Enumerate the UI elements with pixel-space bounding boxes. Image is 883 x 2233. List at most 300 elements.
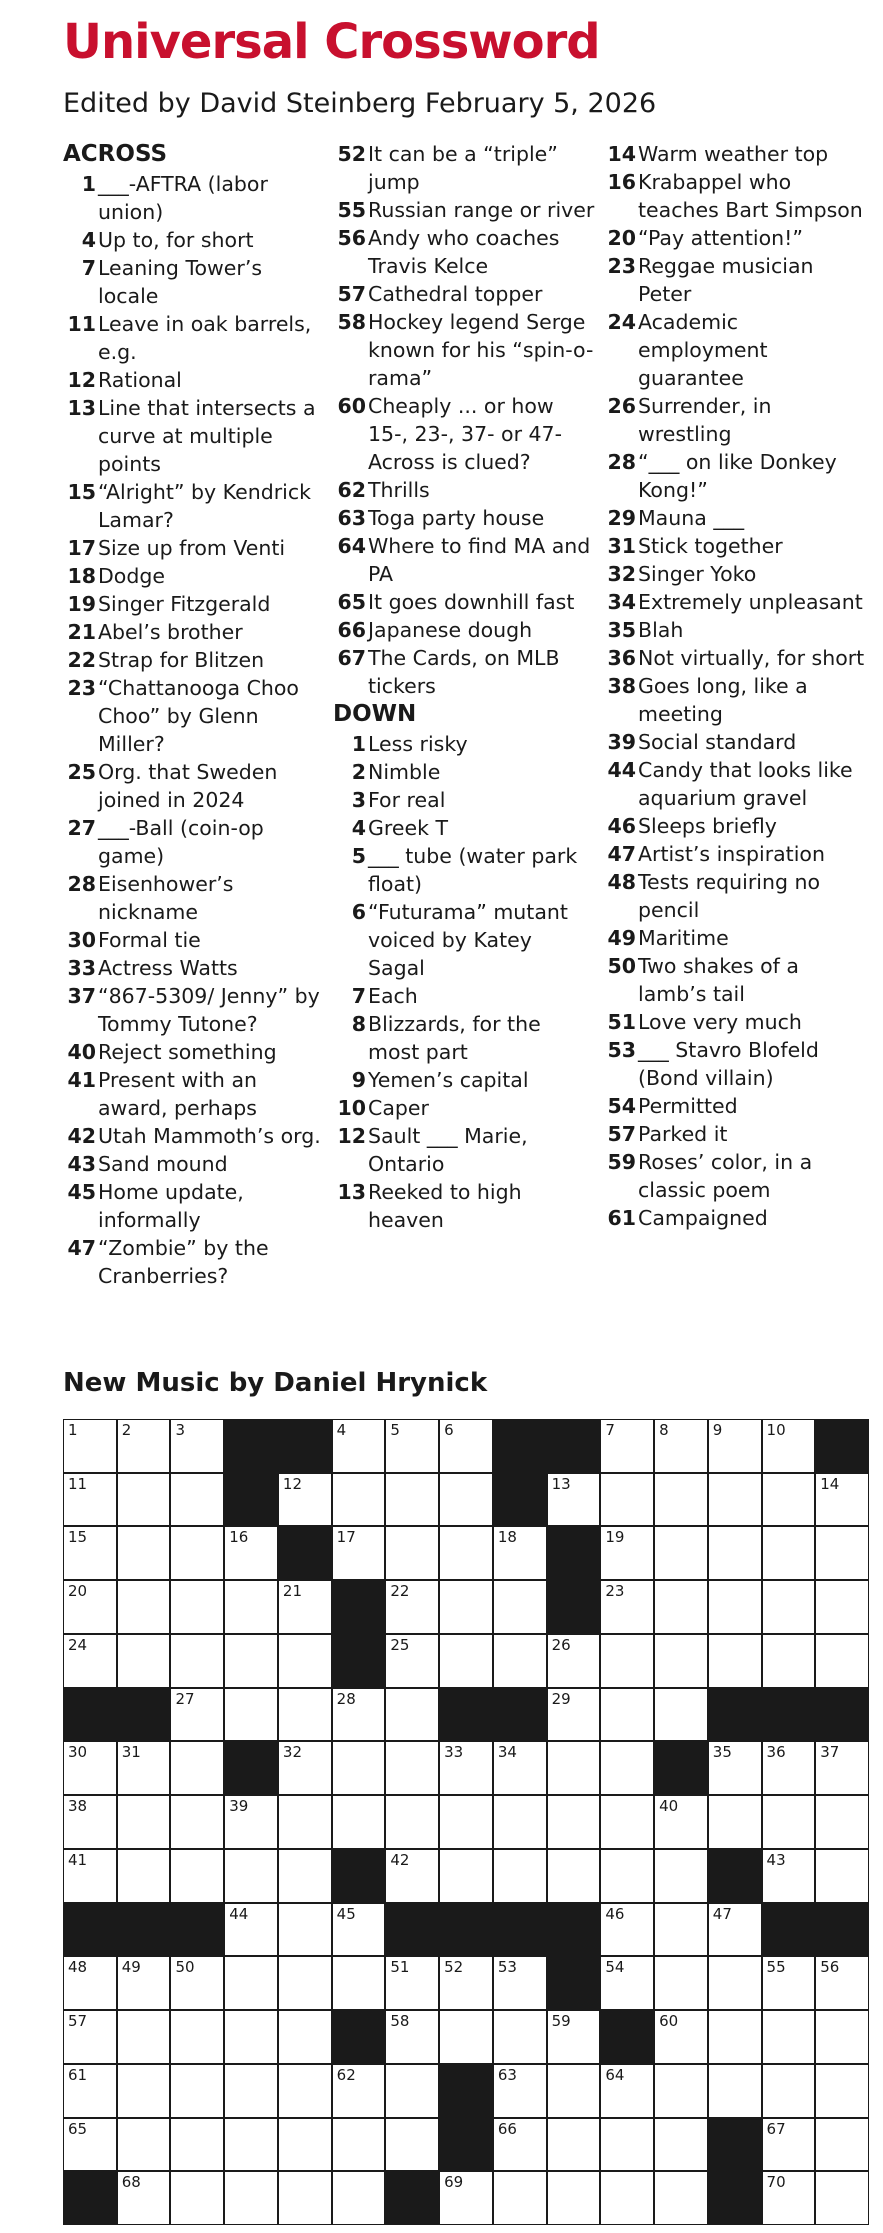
- cell-number: 70: [766, 2173, 786, 2192]
- grid-cell[interactable]: [333, 1904, 385, 1956]
- grid-cell[interactable]: [171, 1957, 223, 2009]
- grid-cell[interactable]: [225, 2011, 277, 2063]
- cell-number: 10: [766, 1421, 786, 1439]
- grid-cell[interactable]: [64, 1635, 116, 1687]
- cell-number: 53: [497, 1958, 517, 1977]
- grid-cell[interactable]: [386, 1742, 438, 1794]
- grid-cell[interactable]: [279, 2011, 331, 2063]
- clue-across-28: [63, 870, 325, 926]
- cell-number: 35: [712, 1743, 732, 1762]
- grid-cell[interactable]: [763, 2065, 815, 2117]
- grid-cell[interactable]: [494, 2065, 546, 2117]
- grid-cell[interactable]: [64, 1527, 116, 1579]
- grid-cell[interactable]: [709, 1474, 761, 1526]
- grid-cell[interactable]: [279, 1689, 331, 1741]
- grid-cell[interactable]: [655, 1474, 707, 1526]
- clue-column-3: [603, 140, 865, 1232]
- grid-cell[interactable]: [601, 1474, 653, 1526]
- clue-text: Up to, for short: [98, 228, 254, 252]
- grid-cell[interactable]: [494, 2172, 546, 2224]
- clue-number: 22: [67, 648, 96, 672]
- grid-cell[interactable]: [709, 1904, 761, 1956]
- clue-text: Academic employment guarantee: [638, 310, 768, 390]
- cell-number: 32: [282, 1743, 303, 1762]
- grid-cell[interactable]: [601, 1420, 653, 1472]
- grid-cell[interactable]: [118, 1474, 170, 1526]
- cell-number: 40: [659, 1797, 679, 1816]
- clue-text: Where to find MA and PA: [368, 534, 591, 586]
- grid-cell[interactable]: [494, 1742, 546, 1794]
- clue-number: 8: [351, 1012, 366, 1036]
- grid-cell[interactable]: [601, 1689, 653, 1741]
- grid-cell[interactable]: [763, 2011, 815, 2063]
- crossword-grid: [63, 1419, 869, 2225]
- clue-text: Strap for Blitzen: [98, 648, 265, 672]
- cell-number: 44: [229, 1904, 249, 1923]
- grid-cell[interactable]: [763, 1581, 815, 1633]
- grid-cell[interactable]: [64, 2119, 116, 2171]
- grid-cell[interactable]: [171, 1850, 223, 1902]
- grid-cell[interactable]: [709, 1796, 761, 1848]
- grid-cell[interactable]: [816, 2172, 868, 2224]
- grid-cell[interactable]: [655, 1581, 707, 1633]
- clue-text: Abel’s brother: [98, 620, 243, 644]
- grid-cell[interactable]: [279, 1796, 331, 1848]
- grid-cell[interactable]: [225, 1796, 277, 1848]
- clue-across-25: [63, 758, 325, 814]
- clue-across-22: [63, 646, 325, 674]
- clue-number: 28: [607, 450, 636, 474]
- grid-cell[interactable]: [440, 1527, 492, 1579]
- grid-cell[interactable]: [118, 1796, 170, 1848]
- clue-across-23: [63, 674, 325, 758]
- clue-across-62: [333, 476, 595, 504]
- grid-cell[interactable]: [601, 2065, 653, 2117]
- cell-number: 43: [766, 1850, 786, 1869]
- grid-cell[interactable]: [494, 2119, 546, 2171]
- grid-cell[interactable]: [171, 1689, 223, 1741]
- grid-cell[interactable]: [548, 1850, 600, 1902]
- grid-cell[interactable]: [118, 1581, 170, 1633]
- grid-cell[interactable]: [655, 1850, 707, 1902]
- clue-down-13: [333, 1178, 595, 1234]
- grid-cell[interactable]: [601, 2172, 653, 2224]
- clue-text: Cheaply ... or how 15-, 23-, 37- or 47-Across is clued?: [368, 394, 562, 474]
- grid-cell[interactable]: [64, 2011, 116, 2063]
- clue-number: 11: [67, 312, 96, 336]
- cell-number: 58: [390, 2012, 410, 2031]
- grid-cell[interactable]: [655, 1527, 707, 1579]
- clue-down-12: [333, 1122, 595, 1178]
- cell-number: 8: [659, 1421, 669, 1439]
- cell-number: 59: [551, 2012, 571, 2031]
- cell-number: 65: [68, 2119, 88, 2138]
- grid-cell[interactable]: [655, 1689, 707, 1741]
- grid-cell[interactable]: [816, 1742, 868, 1794]
- clue-number: 24: [607, 310, 636, 334]
- grid-cell[interactable]: [601, 1957, 653, 2009]
- clue-across-47: [63, 1234, 325, 1290]
- grid-cell[interactable]: [386, 1581, 438, 1633]
- grid-cell[interactable]: [386, 1957, 438, 2009]
- clue-text: Mauna ___: [638, 506, 745, 530]
- grid-cell[interactable]: [816, 1527, 868, 1579]
- grid-cell[interactable]: [763, 1850, 815, 1902]
- clue-text: “Chattanooga Choo Choo” by Glenn Miller?: [98, 676, 299, 756]
- grid-cell[interactable]: [225, 1527, 277, 1579]
- clue-down-8: [333, 1010, 595, 1066]
- grid-cell[interactable]: [709, 1635, 761, 1687]
- grid-cell[interactable]: [816, 1850, 868, 1902]
- grid-cell[interactable]: [548, 2119, 600, 2171]
- grid-cell[interactable]: [440, 1474, 492, 1526]
- grid-cell[interactable]: [655, 2011, 707, 2063]
- grid-cell[interactable]: [655, 2065, 707, 2117]
- cell-number: 68: [121, 2173, 141, 2192]
- clue-number: 46: [607, 814, 636, 838]
- grid-cell[interactable]: [494, 1581, 546, 1633]
- grid-cell[interactable]: [709, 1420, 761, 1472]
- grid-cell[interactable]: [171, 2065, 223, 2117]
- grid-cell[interactable]: [333, 1420, 385, 1472]
- grid-cell[interactable]: [225, 1635, 277, 1687]
- grid-cell[interactable]: [655, 2172, 707, 2224]
- cell-number: 69: [444, 2173, 464, 2192]
- grid-cell[interactable]: [279, 1742, 331, 1794]
- grid-cell[interactable]: [225, 2065, 277, 2117]
- grid-cell[interactable]: [763, 1957, 815, 2009]
- grid-cell[interactable]: [548, 1635, 600, 1687]
- clue-across-42: [63, 1122, 325, 1150]
- grid-cell[interactable]: [333, 1527, 385, 1579]
- clue-text: Russian range or river: [368, 198, 595, 222]
- grid-cell[interactable]: [64, 1850, 116, 1902]
- grid-cell[interactable]: [118, 2172, 170, 2224]
- grid-cell[interactable]: [225, 1904, 277, 1956]
- clue-text: “Alright” by Kendrick Lamar?: [98, 480, 311, 532]
- clue-number: 40: [67, 1040, 96, 1064]
- grid-cell[interactable]: [548, 2065, 600, 2117]
- grid-cell[interactable]: [386, 2119, 438, 2171]
- grid-cell[interactable]: [333, 1742, 385, 1794]
- grid-cell[interactable]: [333, 2119, 385, 2171]
- grid-cell[interactable]: [386, 1527, 438, 1579]
- grid-cell[interactable]: [763, 2172, 815, 2224]
- grid-cell[interactable]: [279, 1635, 331, 1687]
- clue-down-51: [603, 1008, 865, 1036]
- grid-cell[interactable]: [118, 1635, 170, 1687]
- grid-cell[interactable]: [333, 1474, 385, 1526]
- puzzle-subtitle: New Music by Daniel Hrynick: [63, 1368, 488, 1398]
- grid-cell[interactable]: [816, 1957, 868, 2009]
- grid-cell[interactable]: [333, 1796, 385, 1848]
- grid-cell[interactable]: [333, 1957, 385, 2009]
- clue-down-4: [333, 814, 595, 842]
- cell-number: 52: [444, 1958, 464, 1977]
- cell-number: 20: [68, 1582, 88, 1601]
- grid-cell[interactable]: [494, 1527, 546, 1579]
- puzzle-title: Universal Crossword: [63, 14, 600, 70]
- clue-number: 42: [67, 1124, 96, 1148]
- grid-cell[interactable]: [816, 1581, 868, 1633]
- clue-number: 57: [337, 282, 366, 306]
- grid-cell[interactable]: [118, 1742, 170, 1794]
- grid-cell[interactable]: [171, 1420, 223, 1472]
- grid-cell[interactable]: [763, 1635, 815, 1687]
- grid-cell[interactable]: [601, 2119, 653, 2171]
- grid-cell[interactable]: [494, 2011, 546, 2063]
- grid-cell[interactable]: [386, 1420, 438, 1472]
- clue-text: Surrender, in wrestling: [638, 394, 772, 446]
- grid-cell[interactable]: [225, 2119, 277, 2171]
- clue-down-20: [603, 224, 865, 252]
- cell-number: 34: [497, 1743, 517, 1762]
- clue-across-41: [63, 1066, 325, 1122]
- grid-cell[interactable]: [440, 1742, 492, 1794]
- cell-number: 51: [390, 1958, 410, 1977]
- grid-cell[interactable]: [64, 1742, 116, 1794]
- clue-text: The Cards, on MLB tickers: [368, 646, 560, 698]
- cell-number: 19: [605, 1528, 625, 1547]
- grid-cell[interactable]: [386, 1635, 438, 1687]
- grid-cell[interactable]: [386, 1850, 438, 1902]
- clue-across-15: [63, 478, 325, 534]
- grid-cell[interactable]: [279, 1850, 331, 1902]
- grid-cell[interactable]: [763, 1474, 815, 1526]
- clue-text: Line that intersects a curve at multiple points: [98, 396, 316, 476]
- clue-number: 44: [607, 758, 636, 782]
- grid-cell[interactable]: [601, 1635, 653, 1687]
- clue-number: 49: [607, 926, 636, 950]
- grid-cell[interactable]: [601, 1527, 653, 1579]
- grid-cell[interactable]: [655, 2119, 707, 2171]
- cell-number: 49: [121, 1958, 141, 1977]
- grid-cell[interactable]: [171, 2011, 223, 2063]
- clue-text: Actress Watts: [98, 956, 238, 980]
- grid-cell[interactable]: [655, 1420, 707, 1472]
- grid-cell[interactable]: [279, 1904, 331, 1956]
- clue-text: Caper: [368, 1096, 429, 1120]
- grid-cell[interactable]: [64, 1474, 116, 1526]
- grid-cell[interactable]: [763, 1527, 815, 1579]
- grid-cell[interactable]: [655, 1957, 707, 2009]
- grid-cell[interactable]: [333, 1689, 385, 1741]
- clue-text: ___-AFTRA (labor union): [98, 172, 268, 224]
- grid-cell[interactable]: [548, 1689, 600, 1741]
- grid-cell[interactable]: [225, 1850, 277, 1902]
- clue-number: 15: [67, 480, 96, 504]
- grid-cell[interactable]: [118, 1420, 170, 1472]
- clue-down-5: [333, 842, 595, 898]
- grid-cell[interactable]: [64, 1796, 116, 1848]
- grid-cell[interactable]: [225, 1581, 277, 1633]
- cell-number: 16: [229, 1528, 249, 1547]
- grid-cell[interactable]: [64, 1420, 116, 1472]
- grid-cell[interactable]: [118, 1957, 170, 2009]
- clue-number: 13: [67, 396, 96, 420]
- cell-number: 60: [659, 2012, 679, 2031]
- grid-cell[interactable]: [709, 1581, 761, 1633]
- clue-down-39: [603, 728, 865, 756]
- grid-cell[interactable]: [763, 2119, 815, 2171]
- grid-cell[interactable]: [494, 1850, 546, 1902]
- cell-number: 29: [551, 1689, 571, 1708]
- grid-cell[interactable]: [386, 2011, 438, 2063]
- grid-cell[interactable]: [709, 1527, 761, 1579]
- grid-cell[interactable]: [763, 1742, 815, 1794]
- grid-cell[interactable]: [440, 1850, 492, 1902]
- clue-down-38: [603, 672, 865, 728]
- clue-number: 25: [67, 760, 96, 784]
- grid-cell[interactable]: [171, 1742, 223, 1794]
- grid-cell[interactable]: [763, 1796, 815, 1848]
- grid-cell[interactable]: [225, 2172, 277, 2224]
- clue-text: Goes long, like a meeting: [638, 674, 808, 726]
- grid-cell[interactable]: [118, 2011, 170, 2063]
- cell-number: 50: [175, 1958, 195, 1977]
- clue-down-61: [603, 1204, 865, 1232]
- grid-cell[interactable]: [279, 2172, 331, 2224]
- grid-cell[interactable]: [171, 1635, 223, 1687]
- grid-cell[interactable]: [440, 2011, 492, 2063]
- clue-text: ___-Ball (coin-op game): [98, 816, 264, 868]
- grid-cell[interactable]: [548, 1474, 600, 1526]
- grid-cell[interactable]: [494, 1796, 546, 1848]
- grid-cell[interactable]: [386, 1796, 438, 1848]
- grid-cell[interactable]: [171, 1474, 223, 1526]
- grid-cell[interactable]: [386, 1474, 438, 1526]
- clue-across-13: [63, 394, 325, 478]
- grid-cell[interactable]: [171, 1581, 223, 1633]
- grid-cell[interactable]: [440, 1581, 492, 1633]
- grid-cell[interactable]: [386, 1689, 438, 1741]
- clue-number: 29: [607, 506, 636, 530]
- cell-number: 24: [68, 1635, 88, 1654]
- clue-down-35: [603, 616, 865, 644]
- clue-across-45: [63, 1178, 325, 1234]
- grid-cell[interactable]: [440, 1957, 492, 2009]
- grid-cell[interactable]: [279, 2119, 331, 2171]
- clue-text: Reeked to high heaven: [368, 1180, 522, 1232]
- grid-cell[interactable]: [494, 1957, 546, 2009]
- grid-cell[interactable]: [171, 1796, 223, 1848]
- cell-number: 31: [121, 1743, 141, 1762]
- clue-down-36: [603, 644, 865, 672]
- grid-cell[interactable]: [171, 2119, 223, 2171]
- clue-text: Andy who coaches Travis Kelce: [368, 226, 560, 278]
- clue-text: Utah Mammoth’s org.: [98, 1124, 321, 1148]
- grid-cell[interactable]: [386, 2065, 438, 2117]
- grid-cell[interactable]: [655, 1635, 707, 1687]
- grid-cell[interactable]: [548, 2172, 600, 2224]
- grid-cell[interactable]: [118, 1527, 170, 1579]
- grid-cell[interactable]: [655, 1904, 707, 1956]
- clue-number: 1: [351, 732, 366, 756]
- cell-number: 67: [766, 2119, 786, 2138]
- grid-cell[interactable]: [440, 2172, 492, 2224]
- clue-number: 65: [337, 590, 366, 614]
- grid-cell[interactable]: [709, 1957, 761, 2009]
- grid-cell[interactable]: [655, 1796, 707, 1848]
- grid-cell[interactable]: [279, 1474, 331, 1526]
- grid-cell[interactable]: [118, 2065, 170, 2117]
- grid-cell[interactable]: [279, 2065, 331, 2117]
- grid-cell[interactable]: [601, 1904, 653, 1956]
- grid-cell[interactable]: [816, 2065, 868, 2117]
- cell-number: 22: [390, 1582, 410, 1601]
- clue-down-44: [603, 756, 865, 812]
- grid-cell[interactable]: [64, 1581, 116, 1633]
- grid-cell[interactable]: [548, 2011, 600, 2063]
- clue-number: 14: [607, 142, 636, 166]
- clue-text: Candy that looks like aquarium gravel: [638, 758, 853, 810]
- grid-cell[interactable]: [279, 1957, 331, 2009]
- grid-cell[interactable]: [279, 1581, 331, 1633]
- grid-cell[interactable]: [440, 1420, 492, 1472]
- grid-cell[interactable]: [709, 1742, 761, 1794]
- grid-cell[interactable]: [118, 2119, 170, 2171]
- grid-cell[interactable]: [548, 1796, 600, 1848]
- grid-cell[interactable]: [64, 2065, 116, 2117]
- grid-cell[interactable]: [709, 2065, 761, 2117]
- cell-number: 4: [336, 1421, 347, 1439]
- grid-cell[interactable]: [816, 2011, 868, 2063]
- grid-cell[interactable]: [816, 1474, 868, 1526]
- grid-cell[interactable]: [601, 1850, 653, 1902]
- cell-number: 62: [336, 2065, 356, 2084]
- grid-cell[interactable]: [333, 2172, 385, 2224]
- clue-text: Maritime: [638, 926, 729, 950]
- grid-cell[interactable]: [440, 1635, 492, 1687]
- clue-down-10: [333, 1094, 595, 1122]
- grid-cell[interactable]: [816, 2119, 868, 2171]
- clue-number: 6: [351, 900, 366, 924]
- grid-cell[interactable]: [601, 1742, 653, 1794]
- cell-number: 39: [229, 1797, 249, 1816]
- grid-cell[interactable]: [816, 1635, 868, 1687]
- grid-cell[interactable]: [816, 1796, 868, 1848]
- clue-across-17: [63, 534, 325, 562]
- clue-number: 34: [607, 590, 636, 614]
- grid-cell[interactable]: [548, 1742, 600, 1794]
- clue-text: Social standard: [638, 730, 797, 754]
- clue-text: Not virtually, for short: [638, 646, 865, 670]
- clue-text: Extremely unpleasant: [638, 590, 863, 614]
- grid-cell[interactable]: [225, 1957, 277, 2009]
- clue-number: 56: [337, 226, 366, 250]
- grid-cell[interactable]: [494, 1635, 546, 1687]
- grid-cell[interactable]: [118, 1850, 170, 1902]
- grid-cell[interactable]: [763, 1420, 815, 1472]
- cell-number: 27: [175, 1689, 195, 1708]
- clue-text: Leave in oak barrels, e.g.: [98, 312, 312, 364]
- grid-cell[interactable]: [171, 2172, 223, 2224]
- grid-cell[interactable]: [171, 1527, 223, 1579]
- grid-cell[interactable]: [225, 1689, 277, 1741]
- grid-cell[interactable]: [601, 1796, 653, 1848]
- grid-cell[interactable]: [709, 2011, 761, 2063]
- clue-text: Japanese dough: [368, 618, 533, 642]
- grid-cell[interactable]: [333, 2065, 385, 2117]
- grid-cell[interactable]: [64, 1957, 116, 2009]
- clue-text: Singer Yoko: [638, 562, 757, 586]
- clue-text: Reggae musician Peter: [638, 254, 814, 306]
- grid-cell[interactable]: [440, 1796, 492, 1848]
- clue-number: 64: [337, 534, 366, 558]
- clue-across-58: [333, 308, 595, 392]
- clue-across-63: [333, 504, 595, 532]
- grid-cell[interactable]: [601, 1581, 653, 1633]
